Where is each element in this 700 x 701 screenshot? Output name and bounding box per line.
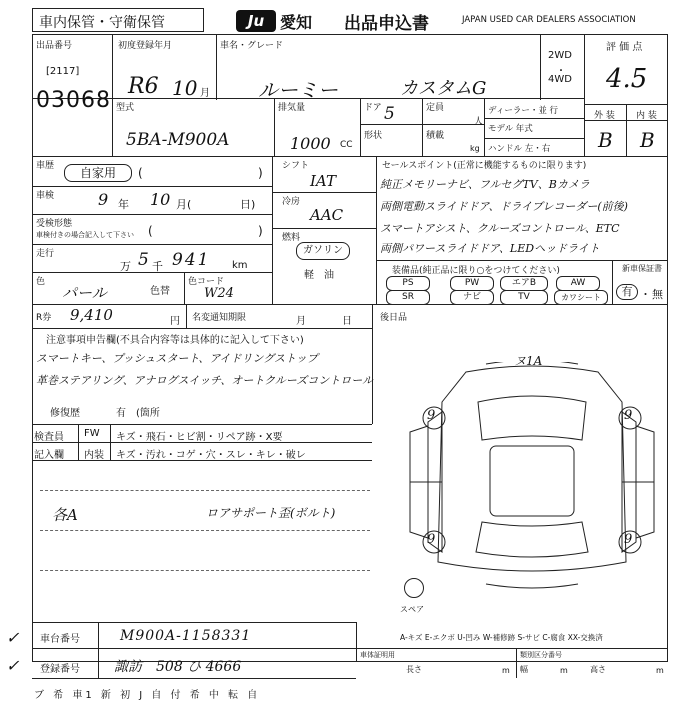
inspection-month-unit: 月(: [176, 198, 192, 211]
remarks-right: ロアサポート歪(ボルト): [206, 506, 336, 520]
handle-label: ハンドル 左・右: [488, 144, 551, 154]
cooling-value: AAC: [310, 206, 344, 224]
checker-fw-label: FW: [84, 428, 100, 439]
capacity-unit: 人: [474, 117, 484, 127]
form-subtitle: JAPAN USED CAR DEALERS ASSOCIATION: [462, 15, 636, 25]
recycle-unit: 円: [170, 316, 180, 327]
br-m-3: m: [656, 666, 664, 675]
cooling-label: 冷房: [282, 197, 301, 207]
color-value: パール: [62, 284, 107, 302]
history-value: 自家用: [64, 164, 132, 182]
car-grade: カスタムG: [400, 78, 487, 99]
storage-box: [32, 8, 204, 32]
br-label-4: 幅: [520, 665, 528, 674]
checker-label-1: 検査員: [34, 432, 64, 443]
frame-value: M900A-1158331: [120, 628, 252, 644]
remarks-left: 各A: [52, 506, 78, 524]
br-label-1: 車体証明用: [360, 651, 395, 659]
warranty-no: 無: [652, 288, 663, 301]
color-change-label: 色替: [150, 286, 170, 297]
equip-airbag: エアB: [500, 276, 548, 291]
notes-label: 注意事項申告欄(不具合内容等は具体的に記入して下さい): [46, 335, 304, 346]
sales-label: セールスポイント(正常に機能するものに限ります): [382, 161, 587, 171]
shift-value: IAT: [310, 172, 336, 190]
ext-grade: B: [598, 128, 613, 152]
mileage-sen: 千: [152, 260, 163, 273]
equipment-label: 装備品(純正品に限り○をつけてください): [392, 266, 560, 276]
notes-line-1: スマートキー、プッシュスタート、アイドリングストップ: [36, 352, 318, 365]
check-mark-2: ✓: [6, 656, 20, 675]
receive-paren-close: ): [258, 224, 263, 238]
br-m-1: m: [502, 666, 510, 675]
org-name: 愛知: [280, 13, 313, 32]
score-value: 4.5: [606, 64, 648, 94]
sales-line-1: 純正メモリーナビ、フルセグTV、Bカメラ: [380, 178, 590, 191]
mileage-v2: 941: [172, 250, 211, 270]
fuel-diesel: 軽 油: [304, 270, 334, 281]
repair-place: (箇所: [136, 408, 160, 419]
checker-int-items: キズ・汚れ・コゲ・穴・スレ・キレ・破レ: [116, 450, 306, 461]
score-label: 評 価 点: [606, 42, 643, 53]
inspection-month: 10: [150, 190, 171, 209]
equip-sr: SR: [386, 290, 430, 305]
color-code-label: 色コード: [188, 277, 225, 287]
ju-logo: Ju: [236, 10, 276, 32]
name-label: 車名・グレード: [220, 41, 284, 51]
sales-line-3: スマートアシスト、クルーズコントロール、ETC: [380, 222, 620, 235]
color-code: W24: [204, 286, 234, 301]
repair-label: 修復歴: [50, 408, 80, 419]
deadline-label: 名変通知期限: [192, 313, 247, 323]
diagram-top-label: ヌ1A: [514, 354, 543, 368]
inspection-label: 車検: [36, 191, 55, 201]
fuel-gasoline: ガソリン: [296, 242, 350, 260]
history-paren-open: (: [138, 166, 143, 180]
warranty-label: 新車保証書: [622, 264, 662, 273]
deadline-day: 日: [342, 316, 352, 327]
recycle-label: R券: [36, 313, 52, 323]
mileage-label: 走行: [36, 249, 55, 259]
reg-year: R6: [128, 74, 159, 99]
warranty-yes: 有: [616, 284, 638, 300]
checker-int-label: 内装: [84, 450, 104, 461]
check-mark-1: ✓: [6, 628, 20, 647]
storage-label: 車内保管・守衛保管: [39, 15, 165, 31]
warranty-sep: ・: [640, 288, 651, 301]
receive-note: 車検付きの場合記入して下さい: [36, 231, 134, 239]
frame-label: 車台番号: [40, 634, 80, 645]
model-year-label: モデル 年式: [488, 124, 533, 134]
equip-ps: PS: [386, 276, 430, 291]
equip-leather: カワシート: [554, 290, 608, 305]
lot-number: 03068: [36, 88, 111, 113]
equip-navi: ナビ: [450, 290, 494, 305]
fuel-label: 燃料: [282, 233, 301, 243]
disp-label: 排気量: [278, 103, 306, 113]
capacity-label: 定員: [426, 103, 445, 113]
load-unit: kg: [470, 144, 480, 153]
reg-month-unit: 月: [200, 88, 210, 99]
car-name: ルーミー: [258, 78, 338, 102]
legend-text: A-キズ E-エクボ U-凹み W-補修跡 S-サビ C-腐食 XX-交換済: [400, 633, 603, 642]
history-label: 車歴: [36, 161, 55, 171]
int-label: 内 装: [636, 111, 657, 121]
receive-label: 受検形態: [36, 219, 73, 229]
bottom-row: ブ 希 車1 新 初 J 自 付 希 中 転 自: [34, 690, 261, 701]
disp-value: 1000: [290, 134, 331, 153]
lot-label: 出品番号: [36, 41, 73, 51]
disp-unit: CC: [340, 140, 353, 150]
car-diagram: [396, 362, 668, 602]
receive-paren-open: (: [148, 224, 153, 238]
model-label: 型式: [116, 103, 135, 113]
plate-label: 登録番号: [40, 664, 80, 675]
model-value: 5BA-M900A: [126, 130, 230, 150]
history-paren-close: ): [258, 166, 263, 180]
lot-small: [2117]: [46, 66, 80, 77]
equip-tv: TV: [500, 290, 548, 305]
door-label: ドア: [364, 103, 382, 113]
sales-line-4: 両側パワースライドドア、LEDヘッドライト: [380, 242, 600, 255]
owner-label: 後日品: [380, 313, 408, 323]
tire-fr-value: 9: [624, 408, 633, 423]
drive-2wd: 2WD: [548, 50, 572, 61]
equip-pw: PW: [450, 276, 494, 291]
mileage-unit: km: [232, 260, 248, 271]
recycle-value: 9,410: [70, 306, 113, 324]
form-title: 出品申込書: [344, 14, 429, 34]
br-m-2: m: [560, 666, 568, 675]
repair-value: 有: [116, 408, 126, 419]
load-label: 積載: [426, 131, 445, 141]
spare-tire: [404, 578, 424, 598]
int-grade: B: [640, 128, 655, 152]
notes-line-2: 革巻ステアリング、アナログスイッチ、オートクルーズコントロール: [36, 374, 374, 387]
equip-aw: AW: [556, 276, 600, 291]
deadline-month: 月: [296, 316, 306, 327]
shape-label: 形状: [364, 131, 383, 141]
inspection-day-unit: 日): [240, 198, 256, 211]
drive-dot: ・: [556, 66, 566, 77]
checker-label-2: 記入欄: [34, 450, 64, 461]
inspection-year: 9: [98, 190, 109, 209]
ext-label: 外 装: [594, 111, 615, 121]
door-value: 5: [384, 104, 395, 124]
dealer-label: ディーラー・並 行: [488, 106, 559, 116]
mileage-man: 万: [120, 260, 131, 273]
plate-value: 諏訪 508 ひ 4666: [114, 659, 242, 675]
shift-label: シフト: [282, 161, 310, 171]
br-label-3: 類別区分番号: [520, 651, 562, 659]
sales-line-2: 両側電動スライドドア、ドライブレコーダー(前後): [380, 200, 628, 213]
tire-fl-value: 9: [427, 408, 436, 423]
reg-label: 初度登録年月: [118, 41, 173, 51]
drive-4wd: 4WD: [548, 74, 572, 85]
br-label-2: 長さ: [406, 665, 422, 674]
reg-month: 10: [172, 76, 198, 100]
spare-label: スペア: [400, 605, 424, 614]
inspection-year-unit: 年: [118, 198, 129, 211]
br-label-5: 高さ: [590, 665, 606, 674]
color-label: 色: [36, 277, 46, 287]
checker-fw-items: キズ・飛石・ヒビ割・リペア跡・X要: [116, 432, 283, 443]
tire-rl-value: 9: [427, 532, 436, 547]
tire-rr-value: 9: [624, 532, 633, 547]
mileage-v1: 5: [138, 250, 149, 270]
